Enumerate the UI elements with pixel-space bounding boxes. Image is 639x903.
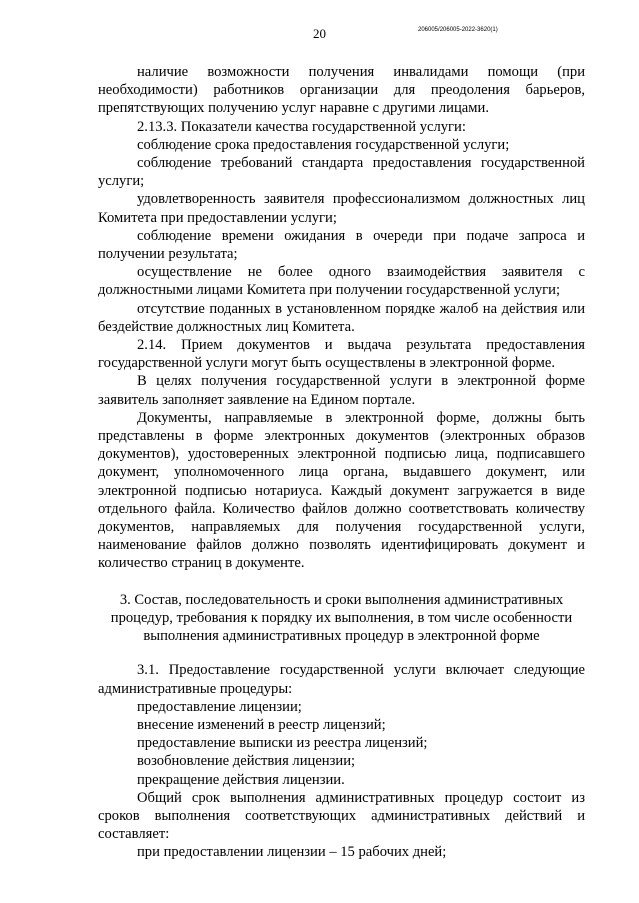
paragraph: В целях получения государственной услуги в электронной форме заявитель заполняет заявление на Едином портале. (98, 373, 585, 408)
paragraph: соблюдение требований стандарта предоставления государственной услуги; (98, 155, 585, 190)
spacer (98, 573, 585, 591)
paragraph: при предоставлении лицензии – 15 рабочих дней; (137, 844, 447, 861)
list-item: возобновление действия лицензии; (137, 753, 356, 770)
section-heading-line: выполнения административных процедур в электронной форме (143, 628, 540, 645)
paragraph: 3.1. Предоставление государственной услуги включает следующие административные процедуры: (98, 662, 585, 697)
paragraph: соблюдение времени ожидания в очереди при подаче запроса и получении результата; (98, 227, 585, 263)
paragraph: осуществление не более одного взаимодействия заявителя с должностными лицами Комитета при получении государственной услуги; (98, 264, 585, 299)
paragraph: 2.13.3. Показатели качества государственной услуги: (137, 118, 466, 135)
list-item: прекращение действия лицензии. (137, 771, 345, 788)
paragraph: Общий срок выполнения административных процедур состоит из сроков выполнения соответствующих административных действий и составляет: (98, 789, 585, 843)
section-heading (98, 591, 585, 646)
document-body (98, 63, 585, 862)
page-number: 20 (313, 26, 326, 41)
paragraph: Документы, направляемые в электронной форме, должны быть представлены в форме электронных документов (электронных образов документов), удостоверенных электронной подписью лица, подписавшего документ, уполномоченного лица органа, выдавшего документ, или электронной подписью нотариуса. Каждый документ загружается в виде отдельного файла. Количество файлов должно соответствовать количеству документов, направляемых для получения государственной услуги, наименование файлов должно позволять идентифицировать документ и количество страниц в документе. (98, 409, 585, 572)
paragraph: отсутствие поданных в установленном порядке жалоб на действия или бездействие должностных лиц Комитета. (98, 300, 585, 335)
section-heading-line: 3. Состав, последовательность и сроки выполнения административных (119, 591, 564, 608)
section-heading-line: процедур, требования к порядку их выполнения, в том числе особенности (110, 609, 573, 626)
spacer (98, 645, 585, 661)
paragraph: наличие возможности получения инвалидами помощи (при необходимости) работников организации для преодоления барьеров, препятствующих получению услуг наравне с другими лицами. (98, 64, 585, 117)
list-item: внесение изменений в реестр лицензий; (137, 716, 386, 733)
list-item: предоставление лицензии; (137, 698, 302, 715)
list-item: предоставление выписки из реестра лицензий; (137, 735, 428, 752)
paragraph: удовлетворенность заявителя профессионализмом должностных лиц Комитета при предоставлении услуги; (98, 191, 585, 226)
document-code: 206005/206005-2022-3620(1) (418, 27, 498, 33)
paragraph: 2.14. Прием документов и выдача результата предоставления государственной услуги могут быть осуществлены в электронной форме. (98, 337, 585, 372)
paragraph: соблюдение срока предоставления государственной услуги; (137, 136, 510, 153)
